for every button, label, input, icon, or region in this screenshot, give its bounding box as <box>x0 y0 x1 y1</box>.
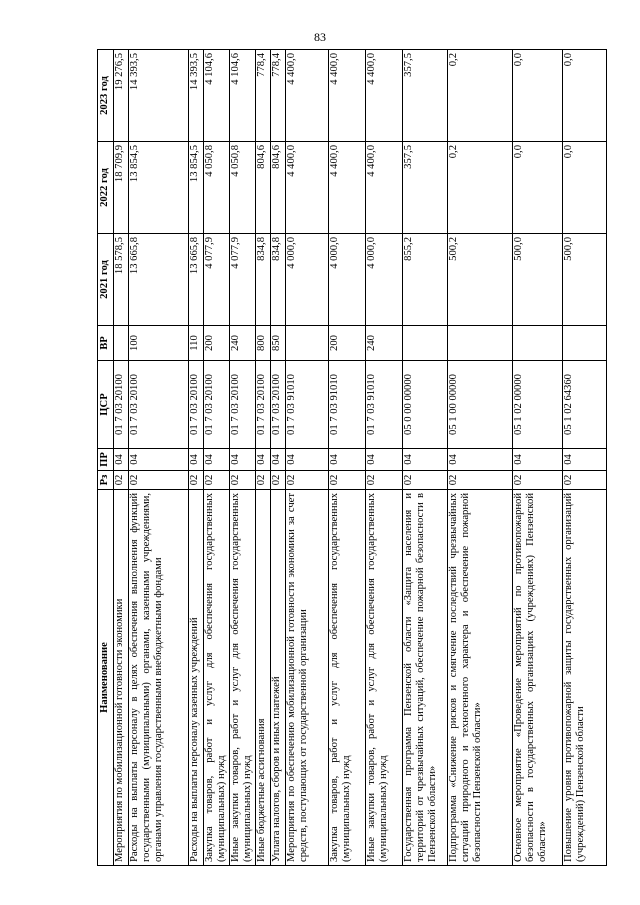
header-vr: ВР <box>98 326 114 361</box>
row-2023: 0,2 <box>448 50 513 142</box>
row-2023: 778,4 <box>271 50 286 142</box>
table-row <box>366 50 403 866</box>
row-2022: 4 050,8 <box>204 142 230 234</box>
row-vr: 800 <box>256 326 271 361</box>
header-2021: 2021 год <box>98 234 114 326</box>
row-name: Мероприятия по мобилизационной готовности экономики <box>114 490 129 866</box>
budget-table <box>97 49 607 866</box>
row-2021: 4 000,0 <box>286 234 329 326</box>
row-2023: 4 104,6 <box>230 50 256 142</box>
row-csr: 01 7 03 20100 <box>271 361 286 449</box>
row-2023: 19 276,5 <box>114 50 129 142</box>
row-2021: 18 578,5 <box>114 234 129 326</box>
row-2022: 0,2 <box>448 142 513 234</box>
row-2022: 18 709,9 <box>114 142 129 234</box>
row-2021: 855,2 <box>403 234 448 326</box>
table-row <box>204 50 230 866</box>
row-2023: 14 393,5 <box>189 50 204 142</box>
row-2022: 4 050,8 <box>230 142 256 234</box>
row-2023: 4 400,0 <box>329 50 366 142</box>
row-2022: 804,6 <box>256 142 271 234</box>
row-csr: 05 1 00 00000 <box>448 361 513 449</box>
row-vr: 240 <box>366 326 403 361</box>
row-2022: 4 400,0 <box>366 142 403 234</box>
row-rz: 02 <box>286 471 329 490</box>
header-2023: 2023 год <box>98 50 114 142</box>
row-2022: 0,0 <box>563 142 607 234</box>
table-row <box>513 50 563 866</box>
row-vr <box>114 326 129 361</box>
row-2022: 13 854,5 <box>189 142 204 234</box>
row-2023: 0,0 <box>513 50 563 142</box>
row-2021: 4 000,0 <box>366 234 403 326</box>
row-2022: 13 854,5 <box>129 142 189 234</box>
row-2022: 4 400,0 <box>286 142 329 234</box>
row-rz: 02 <box>129 471 189 490</box>
table-row <box>114 50 129 866</box>
row-vr: 100 <box>129 326 189 361</box>
row-2021: 13 665,8 <box>129 234 189 326</box>
row-rz: 02 <box>366 471 403 490</box>
row-2023: 357,5 <box>403 50 448 142</box>
row-2023: 4 400,0 <box>286 50 329 142</box>
row-name: Иные закупки товаров, работ и услуг для обеспечения государственных (муниципальных) нужд <box>230 490 256 866</box>
row-pr: 04 <box>271 449 286 471</box>
table-row <box>403 50 448 866</box>
header-pr: ПР <box>98 449 114 471</box>
row-pr: 04 <box>286 449 329 471</box>
row-2021: 834,8 <box>256 234 271 326</box>
row-name: Подпрограмма «Снижение рисков и смягчение последствий чрезвычайных ситуаций природного и техногенного характера и обеспечение пожарной безопасности Пензенской области» <box>448 490 513 866</box>
row-name: Расходы на выплаты персоналу казенных учреждений <box>189 490 204 866</box>
row-2021: 500,2 <box>448 234 513 326</box>
row-vr <box>448 326 513 361</box>
row-name: Основное мероприятие «Проведение мероприятий по противопожарной безопасности в государственных организациях (учреждениях) Пензенской области» <box>513 490 563 866</box>
row-name: Иные бюджетные ассигнования <box>256 490 271 866</box>
row-2022: 357,5 <box>403 142 448 234</box>
row-vr <box>403 326 448 361</box>
row-csr: 01 7 03 20100 <box>230 361 256 449</box>
row-vr: 200 <box>329 326 366 361</box>
row-name: Иные закупки товаров, работ и услуг для обеспечения государственных (муниципальных) нужд <box>366 490 403 866</box>
row-csr: 01 7 03 91010 <box>329 361 366 449</box>
row-csr: 01 7 03 20100 <box>114 361 129 449</box>
header-csr: ЦСР <box>98 361 114 449</box>
row-2023: 14 393,5 <box>129 50 189 142</box>
row-rz: 02 <box>271 471 286 490</box>
table-row <box>286 50 329 866</box>
header-2022: 2022 год <box>98 142 114 234</box>
header-name: Наименование <box>98 490 114 866</box>
row-csr: 05 0 00 00000 <box>403 361 448 449</box>
row-2023: 778,4 <box>256 50 271 142</box>
row-vr <box>286 326 329 361</box>
row-pr: 04 <box>329 449 366 471</box>
row-2021: 500,0 <box>563 234 607 326</box>
row-rz: 02 <box>448 471 513 490</box>
table-row <box>230 50 256 866</box>
row-vr: 240 <box>230 326 256 361</box>
row-pr: 04 <box>189 449 204 471</box>
row-rz: 02 <box>403 471 448 490</box>
row-name: Расходы на выплаты персоналу в целях обеспечения выполнения функций государственными (муниципальными) органами, казенными учреждениями, органами управления государственными внебюджетными фондами <box>129 490 189 866</box>
row-pr: 04 <box>230 449 256 471</box>
table-row <box>563 50 607 866</box>
row-pr: 04 <box>256 449 271 471</box>
row-vr: 200 <box>204 326 230 361</box>
row-csr: 01 7 03 20100 <box>189 361 204 449</box>
page-number: 83 <box>314 30 326 44</box>
row-name: Закупка товаров, работ и услуг для обеспечения государственных (муниципальных) нужд <box>329 490 366 866</box>
row-2022: 4 400,0 <box>329 142 366 234</box>
table-row <box>271 50 286 866</box>
row-vr: 110 <box>189 326 204 361</box>
row-2021: 4 000,0 <box>329 234 366 326</box>
row-pr: 04 <box>114 449 129 471</box>
table-rotation-wrapper <box>97 50 609 866</box>
row-csr: 01 7 03 91010 <box>286 361 329 449</box>
header-rz: Рз <box>98 471 114 490</box>
row-name: Государственная программа Пензенской области «Защита населения и территорий от чрезвычайных ситуаций, обеспечение пожарной безопасности в Пензенской области» <box>403 490 448 866</box>
row-name: Уплата налогов, сборов и иных платежей <box>271 490 286 866</box>
row-vr <box>513 326 563 361</box>
row-name: Мероприятия по обеспечению мобилизационной готовности экономики за счет средств, поступающих от государственной организации <box>286 490 329 866</box>
table-row <box>329 50 366 866</box>
row-pr: 04 <box>513 449 563 471</box>
row-csr: 01 7 03 20100 <box>256 361 271 449</box>
row-2023: 4 104,6 <box>204 50 230 142</box>
row-2022: 804,6 <box>271 142 286 234</box>
row-csr: 01 7 03 20100 <box>204 361 230 449</box>
row-pr: 04 <box>204 449 230 471</box>
row-vr: 850 <box>271 326 286 361</box>
row-2023: 4 400,0 <box>366 50 403 142</box>
row-rz: 02 <box>563 471 607 490</box>
row-2021: 13 665,8 <box>189 234 204 326</box>
row-name: Повышение уровня противопожарной защиты государственных организаций (учреждений) Пензенской области <box>563 490 607 866</box>
row-csr: 05 1 02 64360 <box>563 361 607 449</box>
row-vr <box>563 326 607 361</box>
row-2021: 834,8 <box>271 234 286 326</box>
row-2021: 500,0 <box>513 234 563 326</box>
row-rz: 02 <box>204 471 230 490</box>
row-rz: 02 <box>230 471 256 490</box>
row-pr: 04 <box>129 449 189 471</box>
table-row <box>256 50 271 866</box>
row-rz: 02 <box>189 471 204 490</box>
row-pr: 04 <box>403 449 448 471</box>
table-row <box>448 50 513 866</box>
row-rz: 02 <box>114 471 129 490</box>
table-row <box>189 50 204 866</box>
row-name: Закупка товаров, работ и услуг для обеспечения государственных (муниципальных) нужд <box>204 490 230 866</box>
row-2021: 4 077,9 <box>230 234 256 326</box>
row-2021: 4 077,9 <box>204 234 230 326</box>
row-2022: 0,0 <box>513 142 563 234</box>
row-csr: 01 7 03 91010 <box>366 361 403 449</box>
row-pr: 04 <box>563 449 607 471</box>
row-2023: 0,0 <box>563 50 607 142</box>
row-rz: 02 <box>256 471 271 490</box>
table-row <box>129 50 189 866</box>
table-body <box>114 50 607 866</box>
table-header-row <box>98 50 114 866</box>
row-rz: 02 <box>329 471 366 490</box>
row-rz: 02 <box>513 471 563 490</box>
row-pr: 04 <box>448 449 513 471</box>
row-pr: 04 <box>366 449 403 471</box>
row-csr: 01 7 03 20100 <box>129 361 189 449</box>
row-csr: 05 1 02 00000 <box>513 361 563 449</box>
rotated-table-area <box>97 50 609 866</box>
